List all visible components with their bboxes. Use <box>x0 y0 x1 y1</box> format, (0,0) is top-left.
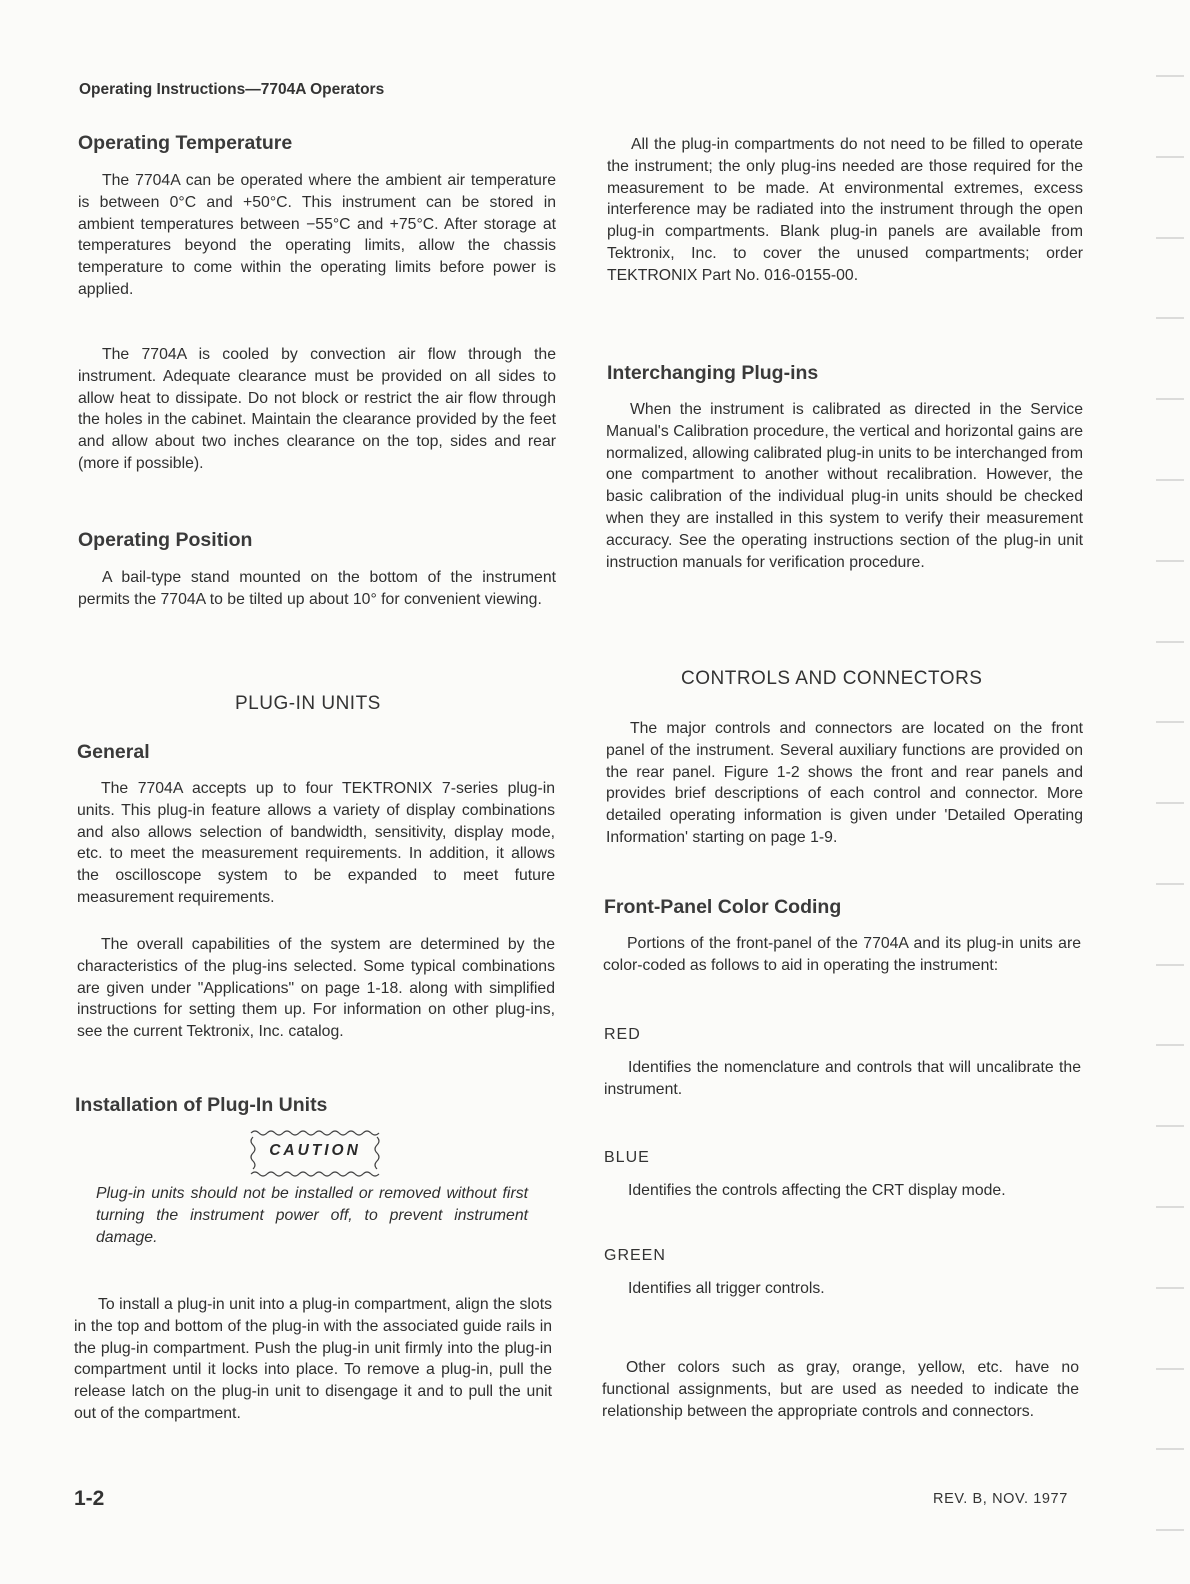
operating-position-paragraph: A bail-type stand mounted on the bottom of the instrument permits the 7704A to be tilted up about 10° for convenient viewing. <box>78 569 556 608</box>
red-label: RED <box>604 1026 641 1043</box>
color-coding-intro: Portions of the front-panel of the 7704A and its plug-in units are color-coded as follows to aid in operating the instrument: <box>603 935 1081 974</box>
installation-paragraph: To install a plug-in unit into a plug-in compartment, align the slots in the top and bottom of the plug-in with the associated guide rails in the plug-in compartment. Push the plug-in unit firmly into the plug-in compartment until it locks into place. To remove a plug-in, pull the release latch on the plug-in unit to disengage it and to pull the unit out of the compartment. <box>74 1296 552 1422</box>
red-description: Identifies the nomenclature and controls that will uncalibrate the instrument. <box>604 1059 1081 1098</box>
operating-temperature-heading: Operating Temperature <box>78 132 293 154</box>
page-number: 1-2 <box>74 1487 105 1510</box>
green-label: GREEN <box>604 1247 666 1264</box>
blue-label: BLUE <box>604 1149 650 1166</box>
running-header: Operating Instructions—7704A Operators <box>79 81 385 98</box>
caution-text: Plug-in units should not be installed or removed without first turning the instrument power off, to prevent instrument damage. <box>96 1185 528 1246</box>
operating-temperature-paragraph: The 7704A can be operated where the ambient air temperature is between 0°C and +50°C. This instrument can be stored in ambient temperatures between −55°C and +75°C. After storage at temperatures beyond the operating limits, allow the chassis temperature to come within the operating limits before power is applied. <box>78 172 556 298</box>
general-heading: General <box>77 741 150 763</box>
cooling-paragraph: The 7704A is cooled by convection air flow through the instrument. Adequate clearance must be provided on all sides to allow heat to dissipate. Do not block or restrict the air flow through the holes in the cabinet. Maintain the clearance provided by the feet and allow about two inches clearance on the top, sides and rear (more if possible). <box>78 346 556 472</box>
margin-tick-marks <box>1150 0 1190 1584</box>
installation-heading: Installation of Plug-In Units <box>75 1094 328 1116</box>
caution-label: CAUTION <box>269 1142 361 1159</box>
blue-description: Identifies the controls affecting the CRT display mode. <box>628 1182 1006 1199</box>
controls-section-title: CONTROLS AND CONNECTORS <box>681 668 983 689</box>
green-description: Identifies all trigger controls. <box>628 1280 825 1297</box>
general-paragraph-1: The 7704A accepts up to four TEKTRONIX 7-series plug-in units. This plug-in feature allows a variety of display combinations and also allows selection of bandwidth, sensitivity, display mode, etc. to meet the measurement requirements. In addition, it allows the oscilloscope system to be expanded to meet future measurement requirements. <box>77 780 555 906</box>
operating-position-heading: Operating Position <box>78 529 253 551</box>
plugin-units-section-title: PLUG-IN UNITS <box>235 693 381 714</box>
general-paragraph-2: The overall capabilities of the system are determined by the characteristics of the plug-ins selected. Some typical combinations are given under "Applications" on page 1-18. along with simplified instructions for setting them up. For information on other plug-ins, see the current Tektronix, Inc. catalog. <box>77 936 555 1041</box>
color-coding-heading: Front-Panel Color Coding <box>604 896 842 918</box>
compartments-paragraph: All the plug-in compartments do not need to be filled to operate the instrument; the only plug-ins needed are those required for the measurement to be made. At environmental extremes, excess interference may be radiated into the instrument through the open plug-in compartments. Blank plug-in panels are available from Tektronix, Inc. to cover the unused compartments; order TEKTRONIX Part No. 016-0155-00. <box>607 136 1083 284</box>
interchanging-heading: Interchanging Plug-ins <box>607 362 819 384</box>
revision-date: REV. B, NOV. 1977 <box>933 1491 1068 1507</box>
caution-box <box>247 1125 383 1181</box>
controls-paragraph: The major controls and connectors are located on the front panel of the instrument. Several auxiliary functions are provided on the rear panel. Figure 1-2 shows the front and rear panels and provides brief descriptions of each control and connector. More detailed operating information is given under 'Detailed Operating Information' starting on page 1-9. <box>606 720 1083 846</box>
interchanging-paragraph: When the instrument is calibrated as directed in the Service Manual's Calibration procedure, the vertical and horizontal gains are normalized, allowing calibrated plug-in units to be interchanged from one compartment to another without recalibration. However, the basic calibration of the individual plug-in units should be checked when they are installed in this system to verify their measurement accuracy. See the operating instructions section of the plug-in unit instruction manuals for verification procedure. <box>606 401 1083 571</box>
other-colors-paragraph: Other colors such as gray, orange, yellow, etc. have no functional assignments, but are used as needed to indicate the relationship between the appropriate controls and connectors. <box>602 1359 1079 1420</box>
